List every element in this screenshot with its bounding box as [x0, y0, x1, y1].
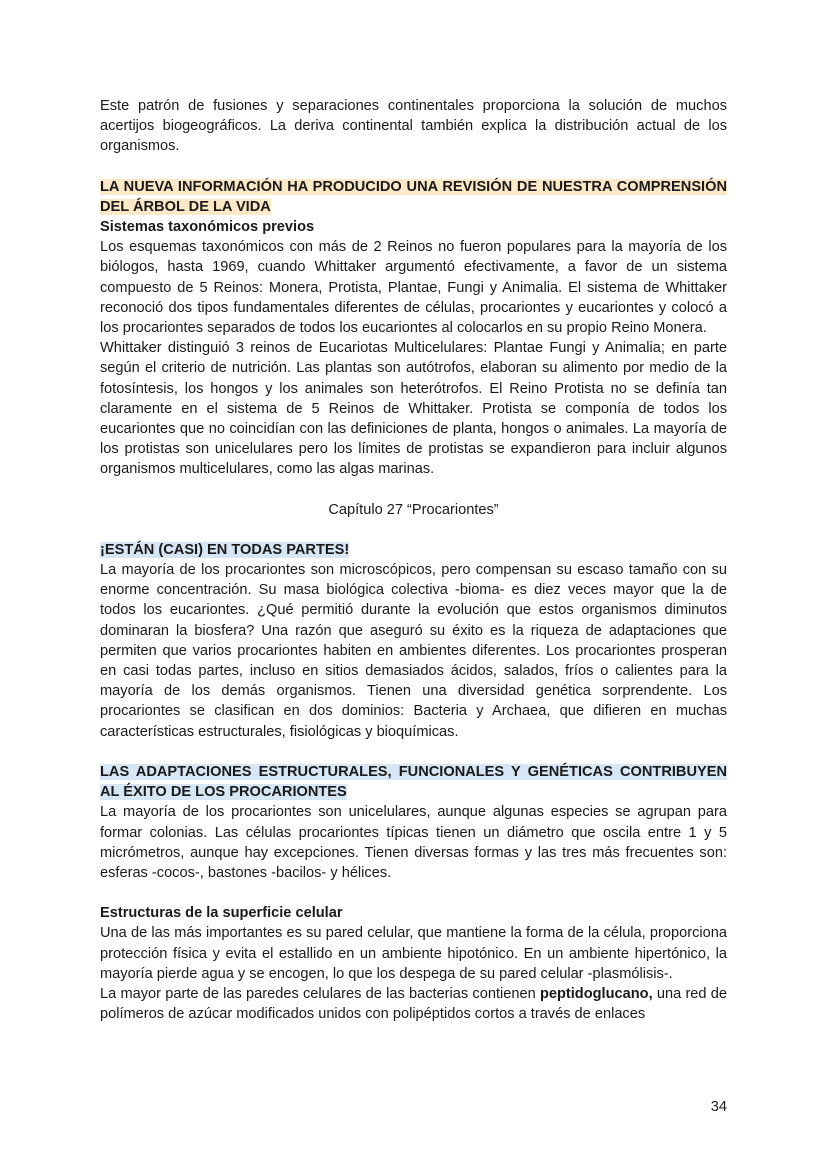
section-heading-adaptaciones: LAS ADAPTACIONES ESTRUCTURALES, FUNCIONALES Y GENÉTICAS CONTRIBUYEN AL ÉXITO DE LOS PROCARIONTES — [100, 763, 727, 801]
chapter-title: Capítulo 27 “Procariontes” — [328, 501, 499, 518]
section-heading-partes: ¡ESTÁN (CASI) EN TODAS PARTES! — [100, 541, 350, 558]
document-page — [100, 96, 727, 1024]
peptidoglucano-term: peptidoglucano, — [539, 985, 653, 1002]
superficie-paragraph: Una de las más importantes es su pared celular, que mantiene la forma de la célula, proporciona protección física y evita el estallido en un ambiente hipotónico. En un ambiente hipertónico, la mayoría pierde agua y se encogen, lo que los despega de su pared celular -plasmólisis-. — [100, 925, 727, 982]
intro-paragraph: Este patrón de fusiones y separaciones continentales proporciona la solución de muchos acertijos biogeográficos. La deriva continental también explica la distribución actual de los organismos. — [100, 98, 727, 155]
section-heading-arbol: LA NUEVA INFORMACIÓN HA PRODUCIDO UNA REVISIÓN DE NUESTRA COMPRENSIÓN DEL ÁRBOL DE LA VIDA — [100, 178, 727, 215]
sistemas-paragraph-2: Whittaker distinguió 3 reinos de Eucariotas Multicelulares: Plantae Fungi y Animalia; en parte según el criterio de nutrición. Las plantas son autótrofos, elaboran su alimento por medio de la fotosíntesis, los hongos y los animales son heterótrofos. El Reino Protista no se definía tan claramente en el sistema de 5 Reinos de Whittaker. Protista se componía de todos los eucariontes que no coincidían con las definiciones de planta, hongos o animales. La mayoría de los protistas son unicelulares pero los límites de protistas se expandieron para incluir algunos organismos multicelulares, como las algas marinas. — [100, 340, 727, 478]
partes-paragraph: La mayoría de los procariontes son microscópicos, pero compensan su escaso tamaño con su enorme concentración. Su masa biológica colectiva -bioma- es diez veces mayor que la de todos los eucariontes. ¿Qué permitió durante la evolución que estos organismos diminutos dominaran la biosfera? Una razón que aseguró su éxito es la riqueza de adaptaciones que permiten que varios procariontes habiten en ambientes diferentes. Los procariontes prosperan en casi todas partes, incluso en sitios demasiados ácidos, salados, fríos o calientes para la mayoría de los demás organismos. Tienen una diversidad genética sorprendente. Los procariontes se clasifican en dos dominios: Bacteria y Archaea, que difieren en muchas características estructurales, fisiológicas y bioquímicas. — [100, 562, 727, 740]
subheading-sistemas: Sistemas taxonómicos previos — [100, 219, 315, 236]
subheading-superficie: Estructuras de la superficie celular — [100, 905, 343, 922]
sistemas-paragraph-1: Los esquemas taxonómicos con más de 2 Reinos no fueron populares para la mayoría de los biólogos, hasta 1969, cuando Whittaker argumentó efectivamente, a favor de un sistema compuesto de 5 Reinos: Monera, Protista, Plantae, Fungi y Animalia. El sistema de Whittaker reconoció dos tipos fundamentales diferentes de células, procariontes y eucariontes y colocó a los procariontes separados de todos los eucariontes al colocarlos en su propio Reino Monera. — [100, 239, 727, 337]
page-number: 34 — [710, 1099, 727, 1115]
adaptaciones-paragraph: La mayoría de los procariontes son unicelulares, aunque algunas especies se agrupan para formar colonias. Las células procariontes típicas tienen un diámetro que oscila entre 1 y 5 micrómetros, aunque hay excepciones. Tienen diversas formas y las tres más frecuentes son: esferas -cocos-, bastones -bacilos- y hélices. — [100, 804, 727, 881]
pared-paragraph: La mayor parte de las paredes celulares de las bacterias contienen peptidoglucano, una red de polímeros de azúcar modificados unidos con polipéptidos cortos a través de enlaces — [100, 985, 727, 1023]
